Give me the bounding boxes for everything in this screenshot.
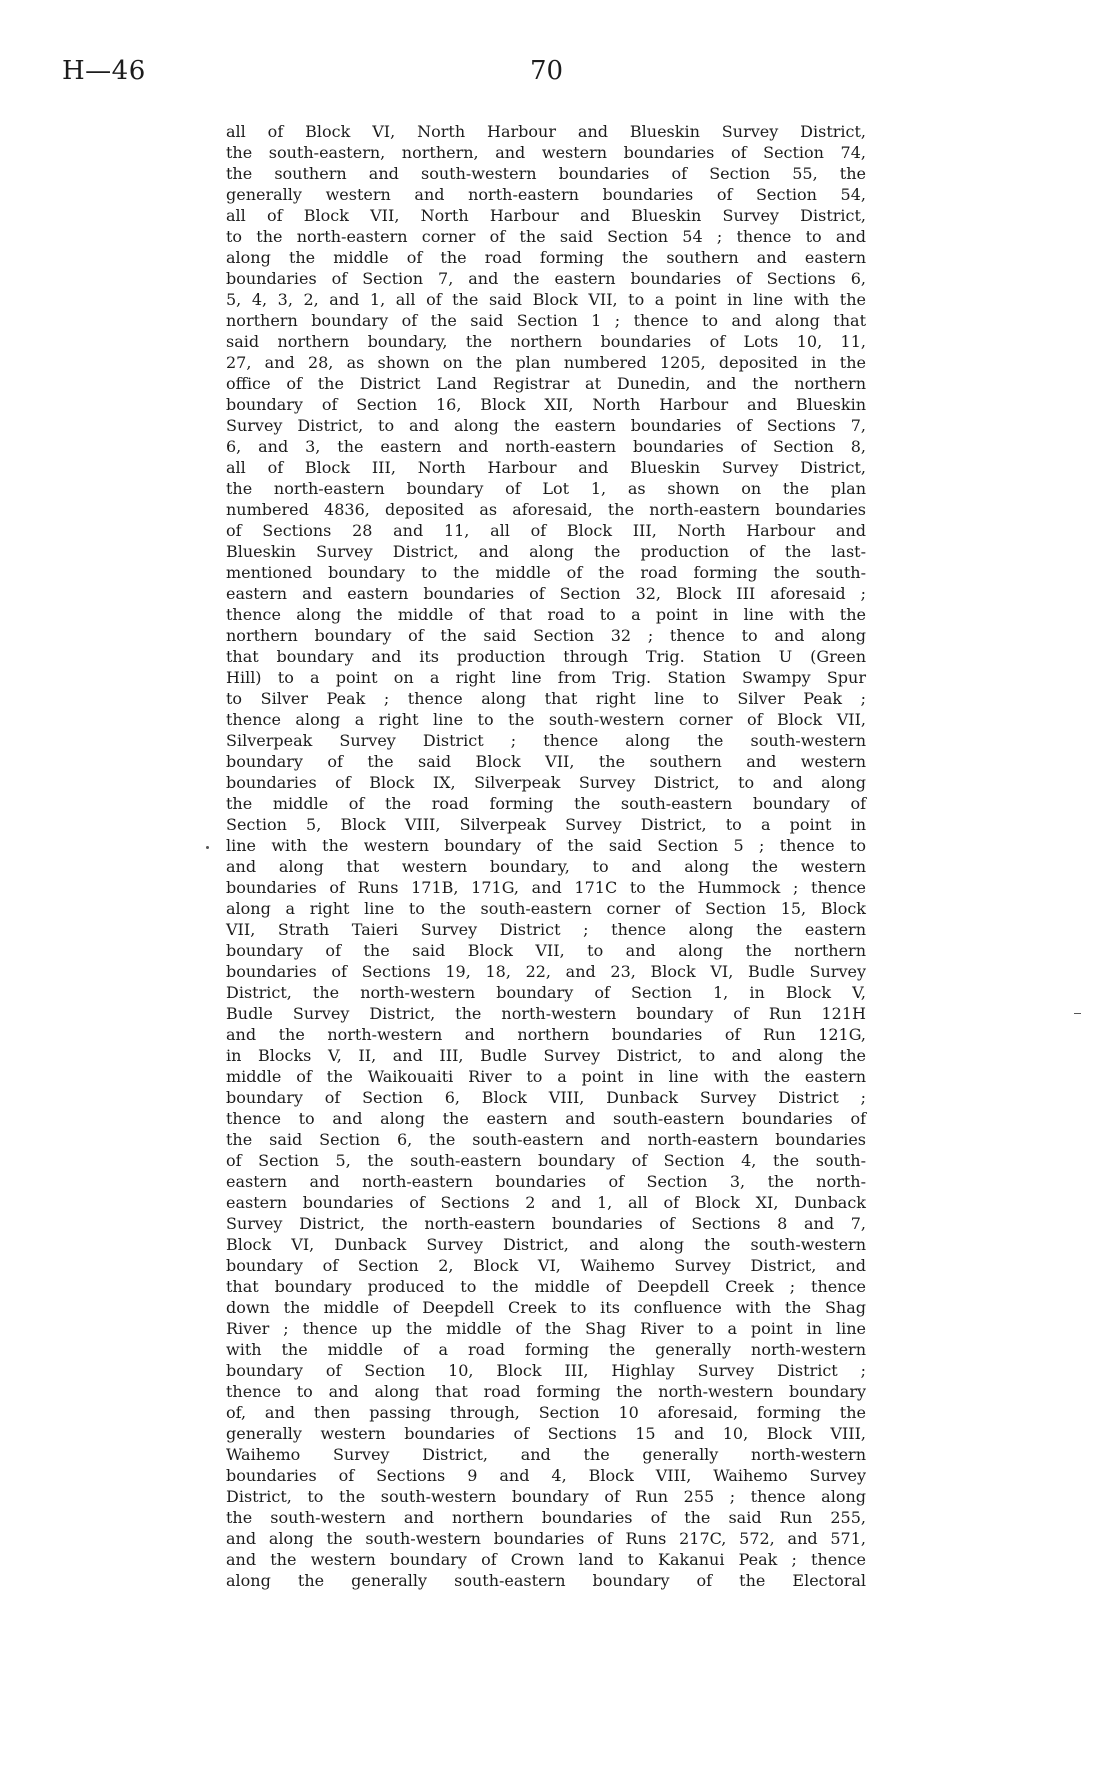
text-line: all of Block III, North Harbour and Blueskin Survey District, xyxy=(226,458,866,477)
text-line: Waihemo Survey District, and the generally north-western xyxy=(226,1445,866,1464)
text-line: 5, 4, 3, 2, and 1, all of the said Block VII, to a point in line with the xyxy=(226,290,866,309)
text-line: Hill) to a point on a right line from Trig. Station Swampy Spur xyxy=(226,668,866,687)
text-line: line with the western boundary of the said Section 5 ; thence to xyxy=(226,836,866,855)
text-line: in Blocks V, II, and III, Budle Survey District, to and along the xyxy=(226,1046,866,1065)
text-line: the south-eastern, northern, and western boundaries of Section 74, xyxy=(226,143,866,162)
text-line: Blueskin Survey District, and along the production of the last- xyxy=(226,542,866,561)
text-line: boundaries of Section 7, and the eastern boundaries of Sections 6, xyxy=(226,269,866,288)
text-line: along the middle of the road forming the southern and eastern xyxy=(226,248,866,267)
document-reference: H—46 xyxy=(62,56,146,86)
text-line: the south-western and northern boundaries of the said Run 255, xyxy=(226,1508,866,1527)
text-line: Survey District, to and along the eastern boundaries of Sections 7, xyxy=(226,416,866,435)
text-line: District, the north-western boundary of Section 1, in Block V, xyxy=(226,983,866,1002)
text-line: boundary of the said Block VII, to and along the northern xyxy=(226,941,866,960)
text-line: down the middle of Deepdell Creek to its confluence with the Shag xyxy=(226,1298,866,1317)
text-line: said northern boundary, the northern boundaries of Lots 10, 11, xyxy=(226,332,866,351)
text-line: of, and then passing through, Section 10 aforesaid, forming the xyxy=(226,1403,866,1422)
body-text xyxy=(226,121,866,1591)
text-line: all of Block VII, North Harbour and Blueskin Survey District, xyxy=(226,206,866,225)
text-line: eastern and eastern boundaries of Section 32, Block III aforesaid ; xyxy=(226,584,866,603)
text-line: generally western and north-eastern boundaries of Section 54, xyxy=(226,185,866,204)
text-line: 6, and 3, the eastern and north-eastern boundaries of Section 8, xyxy=(226,437,866,456)
text-line: with the middle of a road forming the generally north-western xyxy=(226,1340,866,1359)
text-line: northern boundary of the said Section 1 ; thence to and along that xyxy=(226,311,866,330)
text-line: the said Section 6, the south-eastern and north-eastern boundaries xyxy=(226,1130,866,1149)
text-line: boundary of the said Block VII, the southern and western xyxy=(226,752,866,771)
text-line: and along that western boundary, to and along the western xyxy=(226,857,866,876)
page-number: 70 xyxy=(530,56,564,86)
text-line: thence along a right line to the south-western corner of Block VII, xyxy=(226,710,866,729)
text-line: middle of the Waikouaiti River to a point in line with the eastern xyxy=(226,1067,866,1086)
text-line: District, to the south-western boundary of Run 255 ; thence along xyxy=(226,1487,866,1506)
text-line: Silverpeak Survey District ; thence along the south-western xyxy=(226,731,866,750)
text-line: 27, and 28, as shown on the plan numbered 1205, deposited in the xyxy=(226,353,866,372)
text-line: boundary of Section 2, Block VI, Waihemo Survey District, and xyxy=(226,1256,866,1275)
text-line: mentioned boundary to the middle of the road forming the south- xyxy=(226,563,866,582)
text-line: and the western boundary of Crown land to Kakanui Peak ; thence xyxy=(226,1550,866,1569)
text-line: boundaries of Sections 19, 18, 22, and 23, Block VI, Budle Survey xyxy=(226,962,866,981)
text-line: northern boundary of the said Section 32 ; thence to and along xyxy=(226,626,866,645)
text-line: of Sections 28 and 11, all of Block III, North Harbour and xyxy=(226,521,866,540)
text-line: boundaries of Runs 171B, 171G, and 171C to the Hummock ; thence xyxy=(226,878,866,897)
text-line: the middle of the road forming the south-eastern boundary of xyxy=(226,794,866,813)
text-line: the southern and south-western boundaries of Section 55, the xyxy=(226,164,866,183)
text-line: eastern and north-eastern boundaries of Section 3, the north- xyxy=(226,1172,866,1191)
text-line: of Section 5, the south-eastern boundary of Section 4, the south- xyxy=(226,1151,866,1170)
text-line: Survey District, the north-eastern boundaries of Sections 8 and 7, xyxy=(226,1214,866,1233)
text-line: eastern boundaries of Sections 2 and 1, all of Block XI, Dunback xyxy=(226,1193,866,1212)
text-line: along a right line to the south-eastern corner of Section 15, Block xyxy=(226,899,866,918)
text-line: Budle Survey District, the north-western boundary of Run 121H xyxy=(226,1004,866,1023)
text-line: along the generally south-eastern boundary of the Electoral xyxy=(226,1571,866,1590)
text-line: to the north-eastern corner of the said Section 54 ; thence to and xyxy=(226,227,866,246)
text-line: Section 5, Block VIII, Silverpeak Survey District, to a point in xyxy=(226,815,866,834)
text-line: the north-eastern boundary of Lot 1, as shown on the plan xyxy=(226,479,866,498)
text-line: boundaries of Sections 9 and 4, Block VIII, Waihemo Survey xyxy=(226,1466,866,1485)
text-line: generally western boundaries of Sections 15 and 10, Block VIII, xyxy=(226,1424,866,1443)
text-line: boundary of Section 10, Block III, Highlay Survey District ; xyxy=(226,1361,866,1380)
text-line: River ; thence up the middle of the Shag River to a point in line xyxy=(226,1319,866,1338)
text-line: boundaries of Block IX, Silverpeak Survey District, to and along xyxy=(226,773,866,792)
text-line: and along the south-western boundaries of Runs 217C, 572, and 571, xyxy=(226,1529,866,1548)
text-line: that boundary and its production through Trig. Station U (Green xyxy=(226,647,866,666)
text-line: boundary of Section 16, Block XII, North Harbour and Blueskin xyxy=(226,395,866,414)
text-line: to Silver Peak ; thence along that right line to Silver Peak ; xyxy=(226,689,866,708)
text-line: and the north-western and northern boundaries of Run 121G, xyxy=(226,1025,866,1044)
text-line: that boundary produced to the middle of Deepdell Creek ; thence xyxy=(226,1277,866,1296)
text-line: VII, Strath Taieri Survey District ; thence along the eastern xyxy=(226,920,866,939)
text-line: Block VI, Dunback Survey District, and along the south-western xyxy=(226,1235,866,1254)
text-line: boundary of Section 6, Block VIII, Dunback Survey District ; xyxy=(226,1088,866,1107)
text-line: all of Block VI, North Harbour and Blueskin Survey District, xyxy=(226,122,866,141)
margin-dash-mark xyxy=(1074,1013,1081,1014)
text-line: thence to and along the eastern and south-eastern boundaries of xyxy=(226,1109,866,1128)
text-line: numbered 4836, deposited as aforesaid, the north-eastern boundaries xyxy=(226,500,866,519)
text-line: office of the District Land Registrar at Dunedin, and the northern xyxy=(226,374,866,393)
text-line: thence along the middle of that road to a point in line with the xyxy=(226,605,866,624)
text-line: thence to and along that road forming the north-western boundary xyxy=(226,1382,866,1401)
margin-dot-mark xyxy=(206,846,209,849)
